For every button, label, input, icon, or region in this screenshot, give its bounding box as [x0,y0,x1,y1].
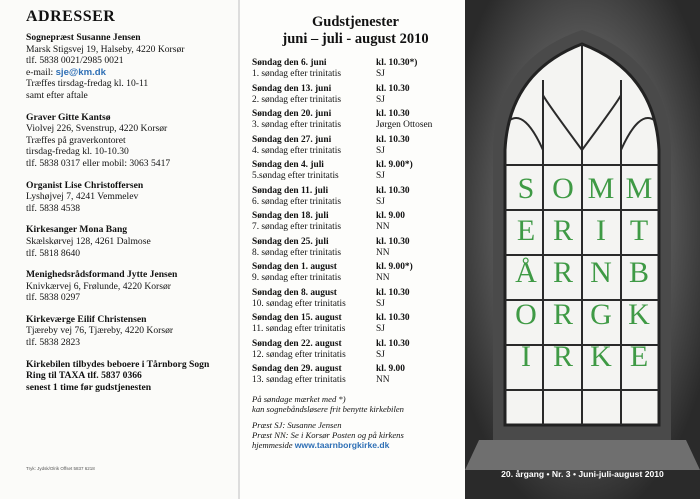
service-description: 7. søndag efter trinitatis [252,222,342,232]
service-priest: NN [376,222,390,232]
service-description: 8. søndag efter trinitatis [252,247,342,258]
contact-line: tlf. 5818 8640 [26,247,81,259]
service-row [252,262,459,288]
service-time: kl. 10.30 [376,134,410,145]
window-letter: R [552,256,574,289]
service-row [252,288,459,314]
window-letter: M [625,172,653,205]
contact-name: Menighedsrådsformand Jytte Jensen [26,269,178,281]
window-letter: M [587,172,615,205]
contact-line: Skælskørvej 128, 4261 Dalmose [26,235,151,247]
window-letter: E [629,340,649,373]
contact-name: Kirkeværge Eilif Christensen [26,313,147,325]
window-letter: K [590,340,612,373]
service-description: 6. søndag efter trinitatis [252,196,342,207]
service-time: kl. 10.30 [376,287,410,298]
service-priest: SJ [376,171,385,181]
service-row [252,186,459,212]
service-description: 5.søndag efter trinitatis [252,171,339,181]
service-description: 4. søndag efter trinitatis [252,145,342,156]
service-row [252,84,459,110]
contact-name: Kirkesanger Mona Bang [26,224,128,236]
service-date: Søndag den 13. juni [252,83,332,94]
contact-line: Træffes tirsdag-fredag kl. 10-11 [26,78,149,90]
service-time: kl. 10.30 [376,83,410,94]
service-priest: SJ [376,145,385,156]
church-car-line: Kirkebilen tilbydes beboere i Tårnborg Sogn [26,358,210,370]
services-panel [240,0,465,499]
service-row [252,135,459,161]
services-title-line1: Gudstjenester [312,14,399,30]
window-letter: Å [515,256,537,289]
service-priest: NN [376,273,390,283]
contact-line: tirsdag-fredag kl. 10-10.30 [26,146,129,158]
service-priest: Jørgen Ottosen [376,120,433,130]
window-letter: R [552,298,574,331]
service-time: kl. 10.30 [376,313,410,323]
service-priest: SJ [376,69,385,79]
service-description: 11. søndag efter trinitatis [252,324,346,334]
service-priest: SJ [376,298,385,309]
service-date: Søndag den 11. juli [252,185,329,196]
contact-name: Organist Lise Christoffersen [26,179,144,191]
service-date: Søndag den 4. juli [252,160,324,170]
service-description: 2. søndag efter trinitatis [252,94,342,105]
contact-line: tlf. 5838 2823 [26,337,81,349]
service-time: kl. 10.30 [376,236,410,247]
service-date: Søndag den 8. august [252,287,337,298]
service-row [252,364,459,390]
church-car-notice [26,359,232,394]
service-date: Søndag den 22. august [252,338,342,349]
contact-line: tlf. 5838 4538 [26,202,81,214]
contact-line: tlf. 5838 0021/2985 0021 [26,55,124,67]
service-time: kl. 9.00*) [376,160,413,170]
service-date: Søndag den 18. juli [252,211,329,221]
service-date: Søndag den 29. august [252,364,342,374]
issue-footer: 20. årgang • Nr. 3 • Juni-juli-august 2010 [501,469,664,479]
service-row [252,211,459,237]
contact-line: tlf. 5838 0297 [26,292,81,304]
window-letter: O [515,298,537,331]
email-link[interactable]: sje@km.dk [55,66,106,78]
service-time: kl. 10.30 [376,185,410,196]
window-letter: B [628,256,650,289]
church-car-line: Ring til TAXA tlf. 5837 0366 [26,370,142,382]
service-row [252,313,459,339]
service-description: 3. søndag efter trinitatis [252,120,342,130]
service-priest: SJ [376,324,385,334]
contact-name: Graver Gitte Kantsø [26,111,111,123]
window-letter: I [596,214,606,247]
window-letter: I [521,340,531,373]
contact-line: Marsk Stigsvej 19, Halseby, 4220 Korsør [26,43,185,55]
service-description: 13. søndag efter trinitatis [252,375,346,385]
window-letter: S [517,172,535,205]
email-label: e-mail: [26,66,56,78]
service-time: kl. 9.00*) [376,262,413,272]
cover-panel [465,0,700,499]
service-priest: SJ [376,94,385,105]
contact-warden [26,314,232,349]
window-letter: E [516,214,536,247]
contact-line: Tjæreby vej 76, Tjæreby, 4220 Korsør [26,325,174,337]
contact-line: Violvej 226, Svenstrup, 4220 Korsør [26,123,168,135]
church-car-line: senest 1 time før gudstjenesten [26,381,152,393]
addresses-panel [0,0,240,499]
service-priest: SJ [376,349,385,360]
service-priest: NN [376,247,390,258]
services-notes [252,394,459,450]
window-letter: R [552,340,574,373]
service-priest: NN [376,375,390,385]
services-list [252,58,459,390]
service-row [252,339,459,365]
church-window-image [465,0,700,499]
contact-line: Knivkærvej 6, Frølunde, 4220 Korsør [26,280,171,292]
service-row [252,58,459,84]
service-description: 9. søndag efter trinitatis [252,273,342,283]
contact-name: Sognepræst Susanne Jensen [26,32,141,43]
window-letter: O [552,172,574,205]
contact-singer [26,224,232,259]
window-letter: N [590,256,612,289]
service-time: kl. 10.30 [376,338,410,349]
homepage-link[interactable]: www.taarnborgkirke.dk [294,439,390,450]
addresses-title: ADRESSER [26,8,116,25]
service-date: Søndag den 1. august [252,262,337,272]
priest-sj-note: Præst SJ: Susanne Jensen [252,419,342,430]
note-line: På søndage mærket med *) [252,393,346,404]
contact-line: samt efter aftale [26,89,88,101]
service-description: 10. søndag efter trinitatis [252,298,346,309]
service-time: kl. 9.00 [376,211,405,221]
service-priest: SJ [376,196,385,207]
service-time: kl. 10.30*) [376,58,418,68]
note-line: kan sognebåndsløsere frit benytte kirkebilen [252,403,404,414]
contact-line: Lyshøjvej 7, 4241 Vemmelev [26,191,139,203]
service-date: Søndag den 27. juni [252,134,332,145]
contact-organist [26,180,232,215]
service-description: 1. søndag efter trinitatis [252,69,342,79]
service-description: 12. søndag efter trinitatis [252,349,346,360]
service-date: Søndag den 6. juni [252,58,327,68]
service-time: kl. 10.30 [376,109,410,119]
service-row [252,237,459,263]
contact-chair [26,269,232,304]
contact-line: Træffes på graverkontoret [26,134,126,146]
services-title-line2: juni – juli - august 2010 [282,31,429,47]
print-credit: Tryk: Jydsk/Olrik Offset 5837 6218 [26,466,95,471]
homepage-label: hjemmeside [252,439,295,450]
service-time: kl. 9.00 [376,364,405,374]
contact-graver [26,112,232,170]
service-row [252,109,459,135]
service-row [252,160,459,186]
service-date: Søndag den 25. juli [252,236,329,247]
homepage-row [252,440,459,450]
contact-priest [26,32,232,102]
window-letter: T [629,214,649,247]
window-letter: R [552,214,574,247]
priest-nn-note: Præst NN: Se i Korsør Posten og på kirkens [252,429,404,440]
contact-line: tlf. 5838 0317 eller mobil: 3063 5417 [26,157,171,169]
window-letter: G [590,298,612,331]
window-letter: K [628,298,650,331]
service-date: Søndag den 20. juni [252,109,332,119]
service-date: Søndag den 15. august [252,313,342,323]
services-title [252,14,459,48]
contact-email-row [26,67,232,79]
